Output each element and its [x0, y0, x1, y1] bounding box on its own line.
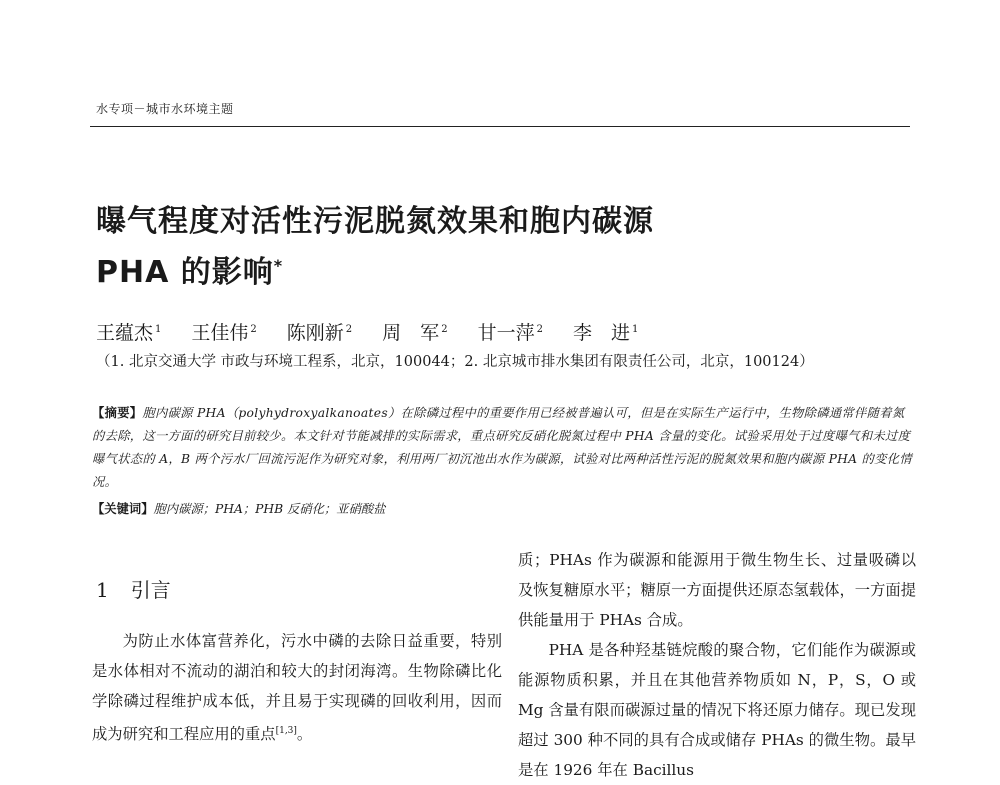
- author-list: [96, 318, 638, 345]
- author-name: 王蕴杰: [96, 322, 154, 344]
- author: [573, 318, 638, 345]
- paragraph-text: 为防止水体富营养化，污水中磷的去除日益重要，特别是水体相对不流动的湖泊和较大的封闭海湾。生物除磷比化学除磷过程维护成本低，并且易于实现磷的回收利用，因而成为研究和工程应用的重点: [92, 632, 502, 744]
- author-name: 甘一萍: [477, 322, 535, 344]
- body-paragraph: [92, 626, 502, 749]
- abstract: [92, 402, 914, 494]
- journal-header-label: 水专项－城市水环境主题: [96, 102, 234, 116]
- author: [191, 318, 256, 345]
- right-column: [518, 545, 916, 785]
- author: [478, 318, 543, 345]
- section-number: 1: [96, 578, 109, 602]
- keywords-label: 【关键词】: [92, 502, 154, 516]
- abstract-label: 【摘要】: [92, 406, 143, 420]
- title-line-1: 曝气程度对活性污泥脱氮效果和胞内碳源: [96, 204, 654, 239]
- paragraph-end: 。: [296, 725, 313, 744]
- author-affiliation-mark: 2: [536, 323, 543, 335]
- body-paragraph: PHA 是各种羟基链烷酸的聚合物，它们能作为碳源或能源物质积累，并且在其他营养物质如 N，P，S，O 或 Mg 含量有限而碳源过量的情况下将还原力储存。现已发现超过 300 种不同的具有合成或储存 PHAs 的微生物。最早是在 1926 年在 Bacillus: [518, 641, 916, 779]
- title-line-2: [96, 244, 654, 295]
- author-affiliation-mark: 2: [345, 323, 353, 335]
- author-affiliation-mark: 1: [155, 323, 162, 335]
- author-name: 周 军: [382, 322, 440, 344]
- section-title: 引言: [130, 578, 171, 602]
- author: [96, 318, 161, 345]
- author: [382, 318, 447, 345]
- header-rule: [90, 126, 910, 127]
- author-affiliation-mark: 2: [250, 323, 257, 335]
- section-heading: [96, 574, 171, 603]
- title-footnote-mark: *: [273, 256, 284, 275]
- keywords-text: 胞内碳源；PHA；PHB 反硝化；亚硝酸盐: [153, 502, 386, 516]
- affiliation-line: （1. 北京交通大学 市政与环境工程系，北京，100044；2. 北京城市排水集团有限责任公司，北京，100124）: [96, 354, 814, 370]
- keywords: [92, 498, 914, 521]
- author-affiliation-mark: 1: [631, 323, 639, 335]
- title-line-2-text: PHA 的影响: [96, 255, 274, 290]
- abstract-text: 胞内碳源 PHA（polyhydroxyalkanoates）在除磷过程中的重要作用已经被普遍认可，但是在实际生产运行中，生物除磷通常伴随着氮的去除，这一方面的研究目前较少。本文针对节能减排的实际需求，重点研究反硝化脱氮过程中 PHA 含量的变化。试验采用处于过度曝气和未过度曝气状态的 A，B 两个污水厂回流污泥作为研究对象，利用两厂初沉池出水作为碳源，试验对比两种活性污泥的脱氮效果和胞内碳源 PHA 的变化情况。: [92, 406, 912, 489]
- paper-title: [96, 200, 654, 295]
- author-affiliation-mark: 2: [441, 323, 448, 335]
- author-name: 陈刚新: [286, 322, 344, 344]
- body-paragraph: 质；PHAs 作为碳源和能源用于微生物生长、过量吸磷以及恢复糖原水平；糖原一方面提供还原态氢载体，一方面提供能量用于 PHAs 合成。: [518, 551, 916, 629]
- left-column: [92, 626, 502, 749]
- author-name: 李 进: [572, 322, 630, 344]
- author-name: 王佳伟: [191, 322, 249, 344]
- citation-ref: [1,3]: [275, 726, 297, 736]
- author: [287, 318, 352, 345]
